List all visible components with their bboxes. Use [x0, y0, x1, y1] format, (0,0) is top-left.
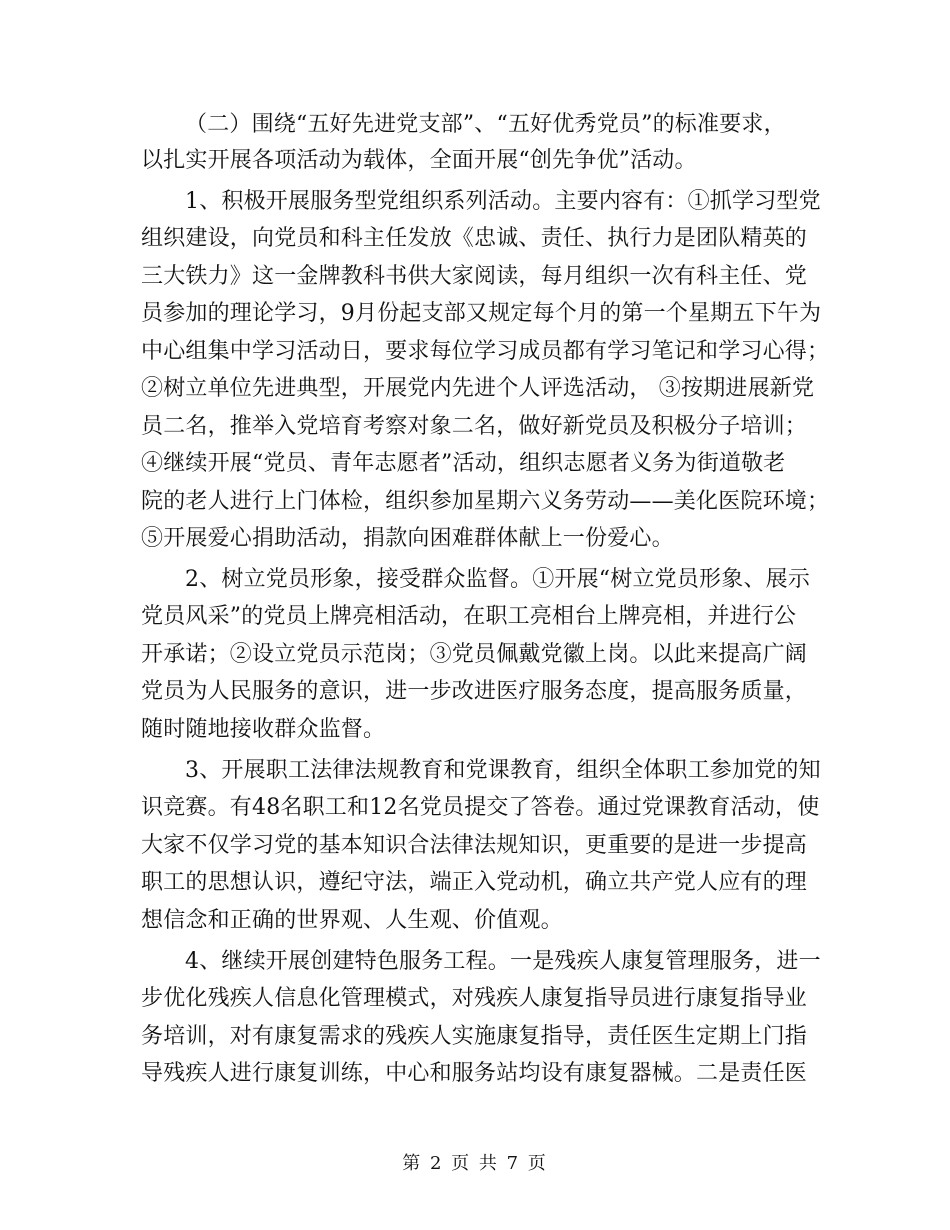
text-line: 导残疾人进行康复训练，中心和服务站均设有康复器械。二是责任医	[141, 1061, 808, 1086]
text-line: 三大铁力》这一金牌教科书供大家阅读，每月组织一次有科主任、党	[141, 264, 808, 289]
text-line: 党员风采”的党员上牌亮相活动，在职工亮相台上牌亮相，并进行公	[141, 604, 797, 629]
text-line: 大家不仅学习党的基本知识合法律法规知识，更重要的是进一步提高	[141, 833, 808, 858]
text-line: ②树立单位先进典型，开展党内先进个人评选活动， ③按期进展新党	[141, 376, 815, 401]
text-line: 员二名，推举入党培育考察对象二名，做好新党员及积极分子培训；	[141, 414, 808, 439]
text-line: 员参加的理论学习，9月份起支部又规定每个月的第一个星期五下午为	[141, 301, 822, 326]
text-line: 开承诺；②设立党员示范岗；③党员佩戴党徽上岗。以此来提高广阔	[141, 642, 808, 667]
text-line: 步优化残疾人信息化管理模式，对残疾人康复指导员进行康复指导业	[141, 986, 808, 1011]
text-line: 2、树立党员形象，接受群众监督。①开展“树立党员形象、展示	[185, 567, 811, 592]
text-line: 1、积极开展服务型党组织系列活动。主要内容有：①抓学习型党	[185, 189, 821, 214]
text-line: （二）围绕“五好先进党支部”、“五好优秀党员”的标准要求，	[185, 112, 786, 137]
page-number-footer: 第 2 页 共 7 页	[402, 1153, 548, 1174]
text-line: 务培训，对有康复需求的残疾人实施康复指导，责任医生定期上门指	[141, 1024, 808, 1049]
text-line: 随时随地接收群众监督。	[141, 717, 386, 742]
text-line: ④继续开展“党员、青年志愿者”活动，组织志愿者义务为街道敬老	[141, 451, 786, 476]
text-line: 组织建设，向党员和科主任发放《忠诚、责任、执行力是团队精英的	[141, 226, 808, 251]
text-line: 以扎实开展各项活动为载体，全面开展“创先争优”活动。	[141, 148, 697, 173]
text-line: 院的老人进行上门体检，组织参加星期六义务劳动——美化医院环境；	[141, 489, 830, 514]
text-line: ⑤开展爱心捐助活动，捐款向困难群体献上一份爱心。	[141, 526, 674, 551]
text-line: 识竞赛。有48名职工和12名党员提交了答卷。通过党课教育活动，使	[141, 795, 820, 820]
text-line: 中心组集中学习活动日，要求每位学习成员都有学习笔记和学习心得；	[141, 339, 830, 364]
text-line: 4、继续开展创建特色服务工程。一是残疾人康复管理服务，进一	[185, 949, 821, 974]
text-line: 党员为人民服务的意识，进一步改进医疗服务态度，提高服务质量，	[141, 679, 808, 704]
text-line: 3、开展职工法律法规教育和党课教育，组织全体职工参加党的知	[185, 758, 821, 783]
text-line: 职工的思想认识，遵纪守法，端正入党动机，确立共产党人应有的理	[141, 870, 808, 895]
text-line: 想信念和正确的世界观、人生观、价值观。	[141, 908, 563, 933]
